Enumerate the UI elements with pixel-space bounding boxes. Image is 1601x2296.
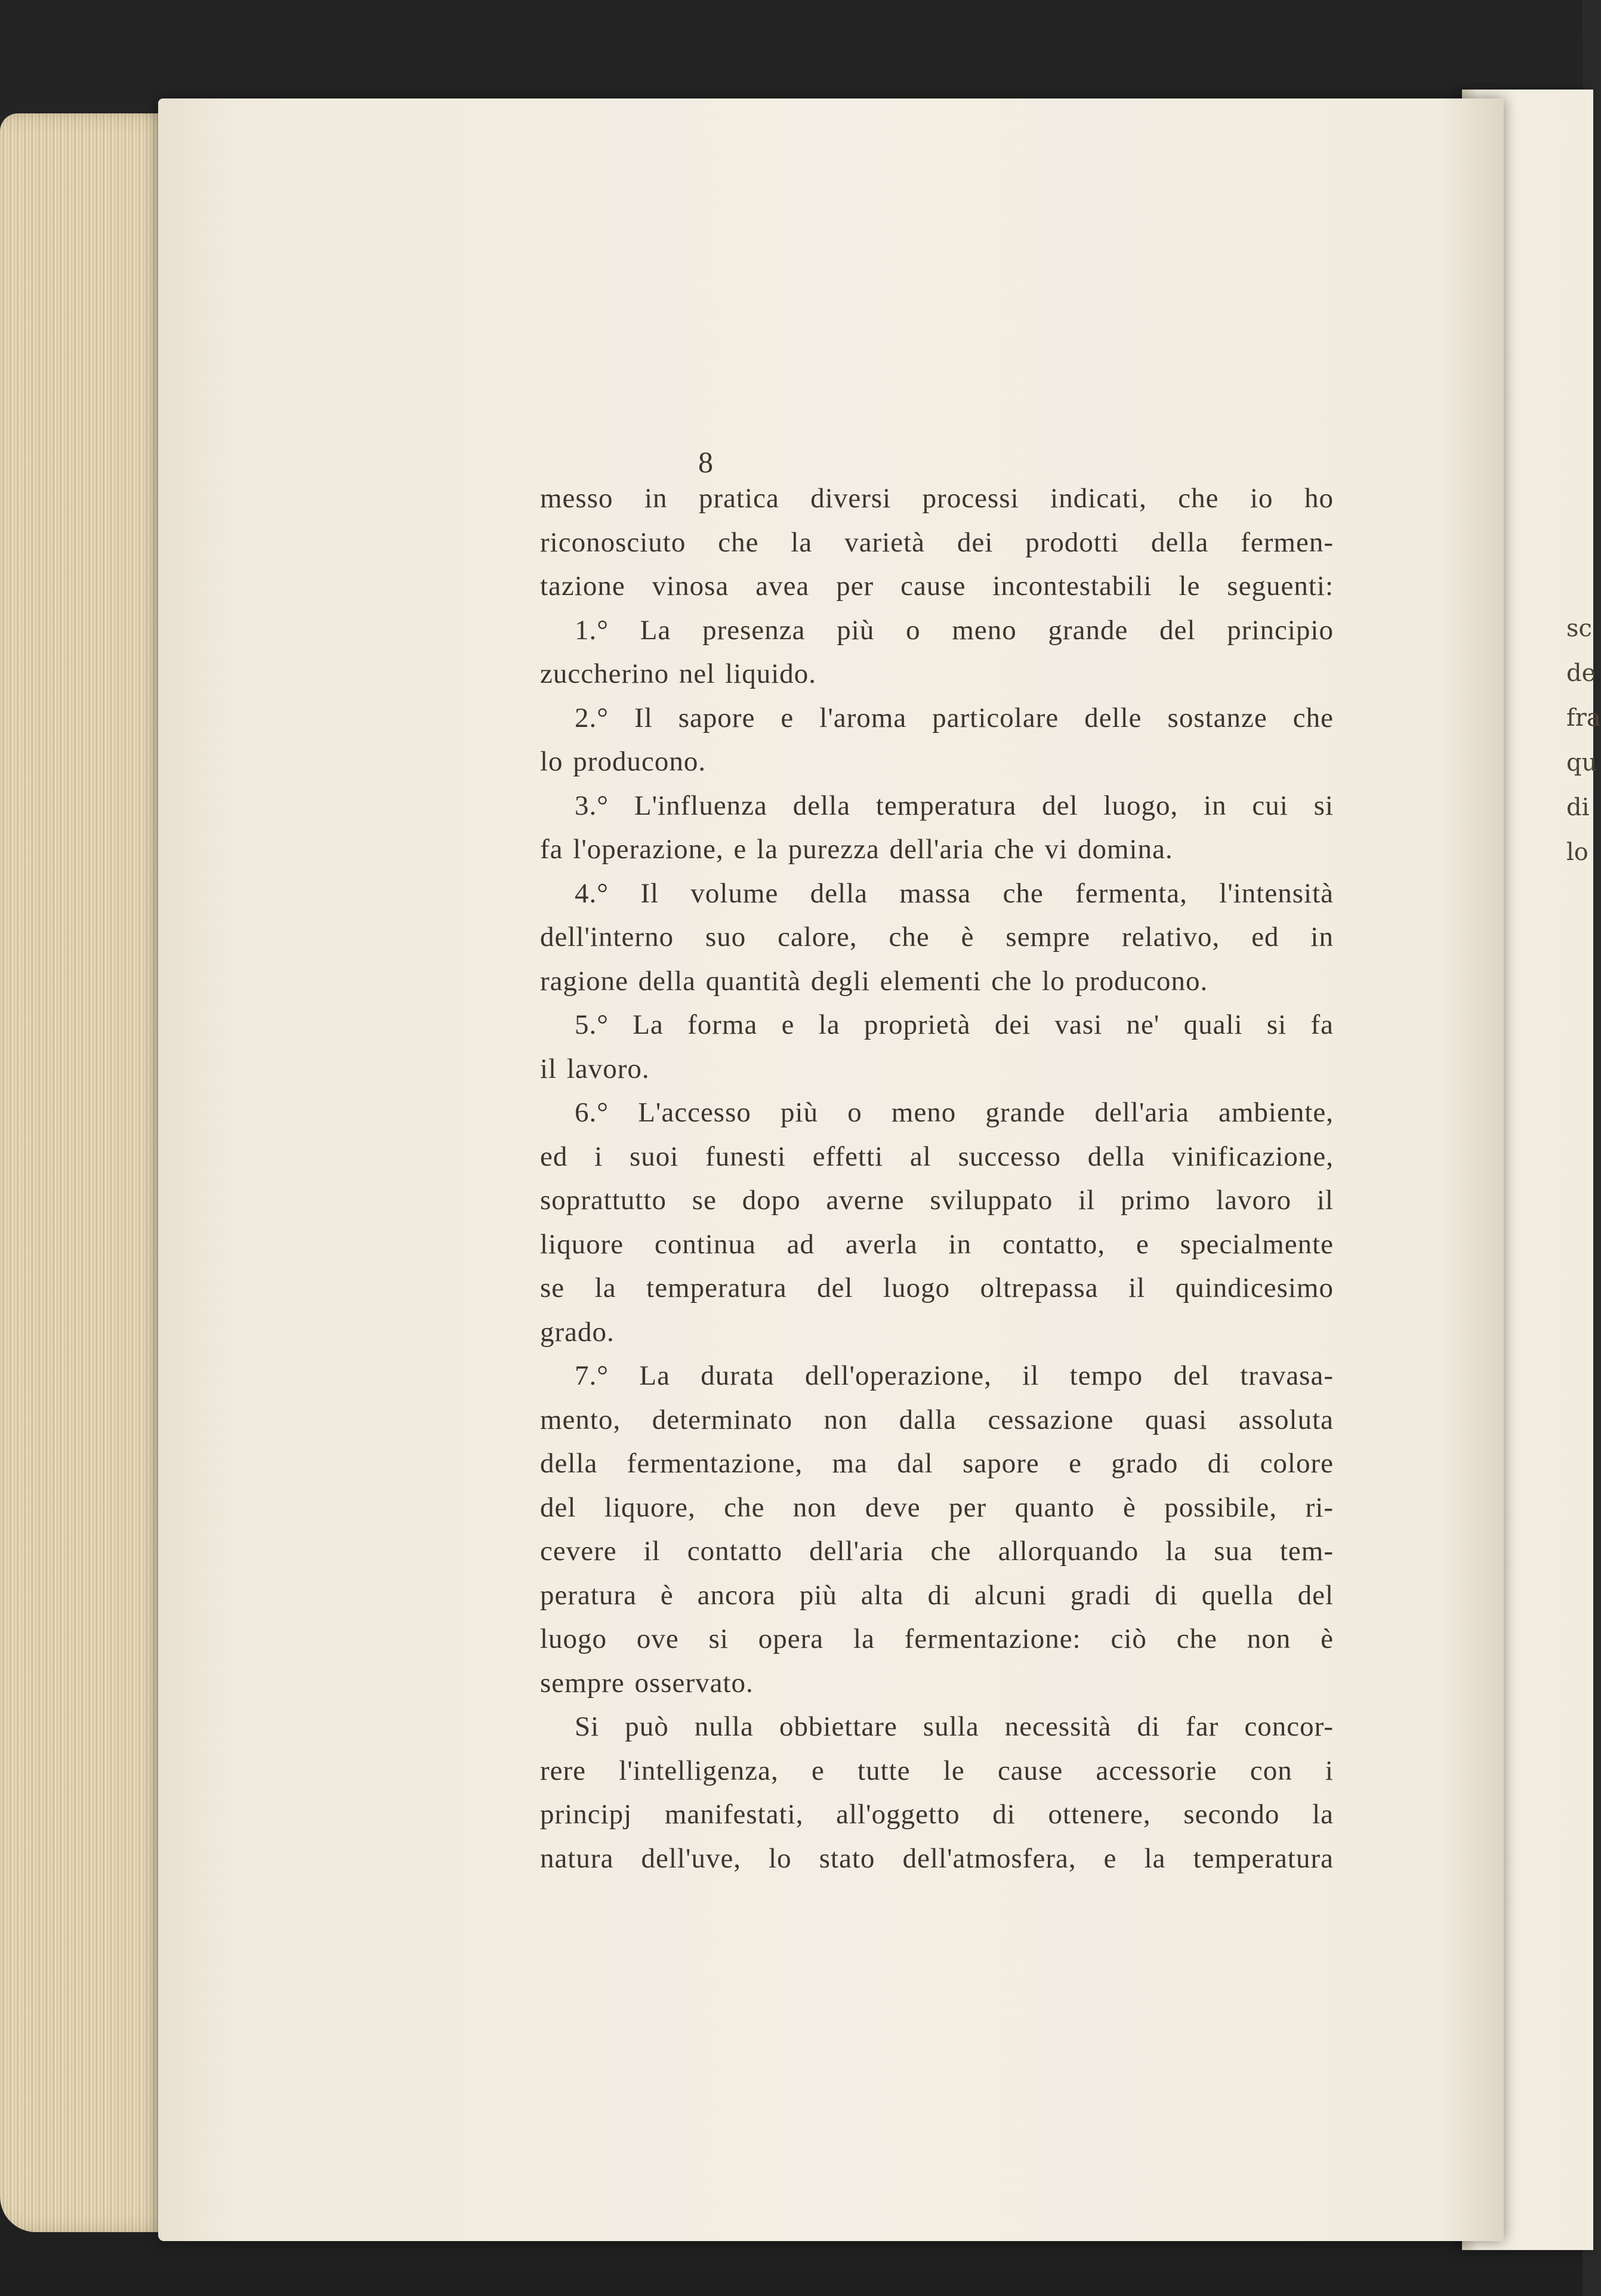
text-line: tazione vinosa avea per cause incontestabili le seguenti:: [540, 571, 1334, 602]
text-line: 4.° Il volume della massa che fermenta, l'intensità: [575, 877, 1334, 909]
text-line: natura dell'uve, lo stato dell'atmosfera, e la temperatura: [540, 1842, 1334, 1874]
text-line: rere l'intelligenza, e tutte le cause accessorie con i: [540, 1755, 1334, 1786]
next-page-fragment: fra: [1566, 704, 1601, 732]
text-line: della fermentazione, ma dal sapore e grado di colore: [540, 1448, 1334, 1479]
text-line: dell'interno suo calore, che è sempre relativo, ed in: [540, 922, 1334, 953]
text-line: ragione della quantità degli elementi che lo producono.: [540, 965, 1208, 997]
text-line: Si può nulla obbiettare sulla necessità di far concor-: [575, 1711, 1334, 1742]
next-page-fragment: qu: [1566, 749, 1597, 776]
text-line: cevere il contatto dell'aria che allorquando la sua tem-: [540, 1536, 1334, 1567]
text-line: lo producono.: [540, 746, 707, 777]
text-line: peratura è ancora più alta di alcuni gradi di quella del: [540, 1579, 1334, 1611]
text-line: zuccherino nel liquido.: [540, 658, 816, 689]
page-number: 8: [698, 445, 713, 479]
text-line: 2.° Il sapore e l'aroma particolare delle sostanze che: [575, 702, 1334, 734]
text-line: mento, determinato non dalla cessazione quasi assoluta: [540, 1404, 1334, 1435]
text-line: luogo ove si opera la fermentazione: ciò che non è: [540, 1623, 1334, 1654]
text-line: principj manifestati, all'oggetto di ottenere, secondo la: [540, 1799, 1334, 1830]
text-line: fa l'operazione, e la purezza dell'aria che vi domina.: [540, 834, 1173, 865]
text-line: riconosciuto che la varietà dei prodotti della fermen-: [540, 526, 1334, 558]
page-edges: [0, 113, 179, 2232]
next-page-fragment: sc: [1566, 615, 1592, 642]
text-line: 1.° La presenza più o meno grande del principio: [575, 614, 1334, 646]
text-line: se la temperatura del luogo oltrepassa il quindicesimo: [540, 1272, 1334, 1303]
text-line: messo in pratica diversi processi indicati, che io ho: [540, 483, 1334, 514]
book-page: [158, 98, 1504, 2241]
text-line: soprattutto se dopo averne sviluppato il primo lavoro il: [540, 1185, 1334, 1216]
text-line: liquore continua ad averla in contatto, e specialmente: [540, 1228, 1334, 1260]
text-line: 3.° L'influenza della temperatura del luogo, in cui si: [575, 790, 1334, 821]
text-line: ed i suoi funesti effetti al successo della vinificazione,: [540, 1141, 1334, 1172]
text-line: 6.° L'accesso più o meno grande dell'aria ambiente,: [575, 1097, 1334, 1128]
next-page-fragment: lo: [1566, 839, 1588, 866]
text-line: 5.° La forma e la proprietà dei vasi ne' quali si fa: [575, 1009, 1334, 1040]
text-line: il lavoro.: [540, 1053, 650, 1084]
text-line: grado.: [540, 1316, 615, 1348]
next-page-fragment: di: [1566, 794, 1590, 821]
text-line: 7.° La durata dell'operazione, il tempo del travasa-: [575, 1360, 1334, 1391]
text-line: sempre osservato.: [540, 1667, 754, 1699]
text-line: del liquore, che non deve per quanto è possibile, ri-: [540, 1491, 1334, 1523]
next-page-fragment: de: [1566, 659, 1596, 687]
